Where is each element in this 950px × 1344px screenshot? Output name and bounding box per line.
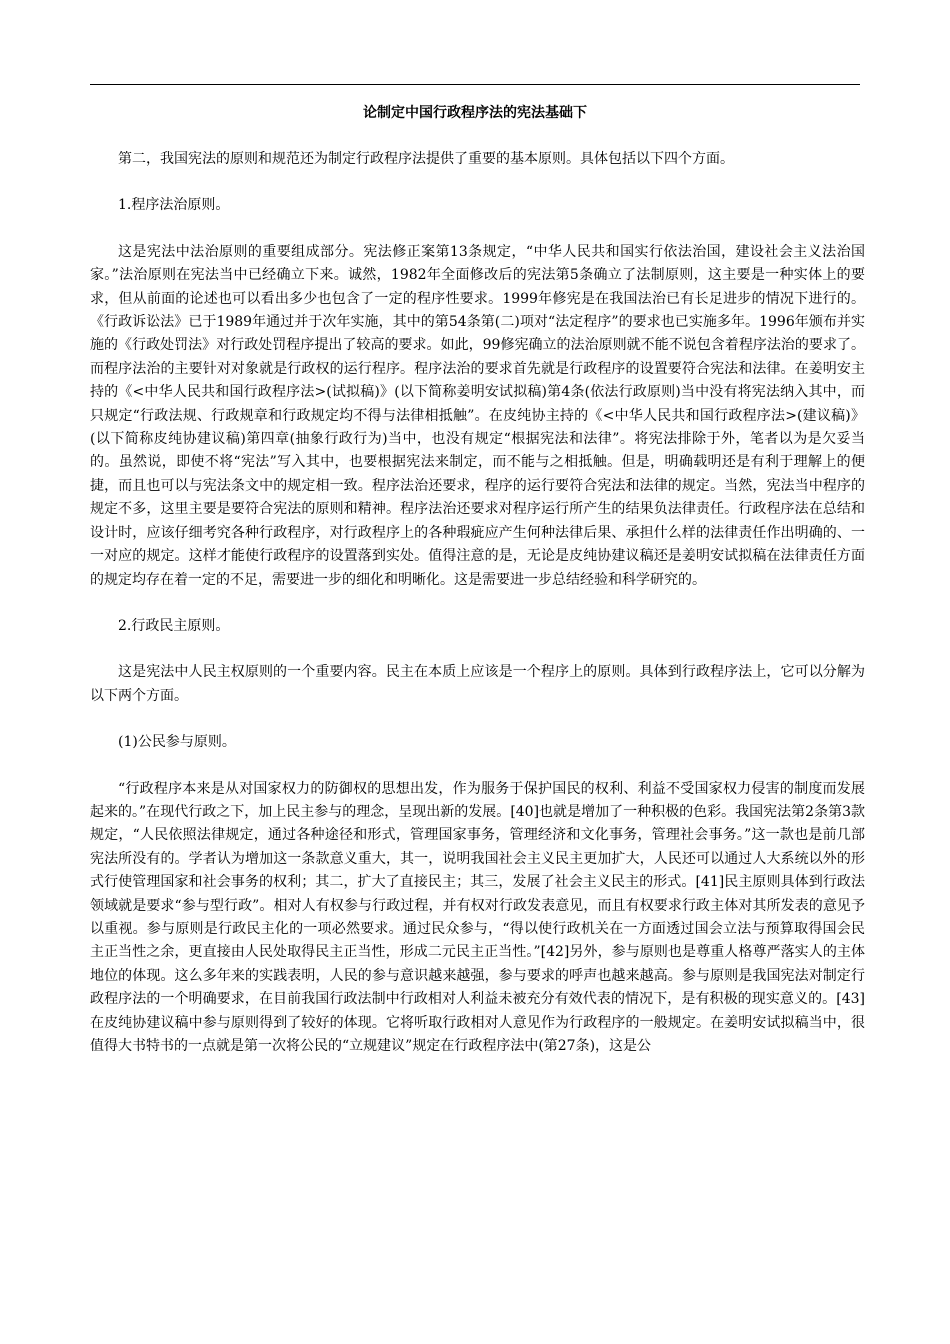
- section-heading-administrative-democracy: 2.行政民主原则。: [118, 617, 230, 634]
- document-body: [90, 148, 865, 1081]
- subsection-heading-citizen-participation: (1)公民参与原则。: [118, 734, 236, 751]
- paragraph-procedural-rule-of-law: 这是宪法中法治原则的重要组成部分。宪法修正案第13条规定，“中华人民共和国实行依法治国，建设社会主义法治国家。”法治原则在宪法当中已经确立下来。诚然，1982年全面修改后的宪法第5条确立了法制原则，这主要是一种实体上的要求，但从前面的论述也可以看出多少也包含了一定的程序性要求。1999年修宪是在我国法治已有长足进步的情况下进行的。《行政诉讼法》已于1989年通过并于次年实施，其中的第54条第(二)项对“法定程序”的要求也已实施多年。1996年颁布并实施的《行政处罚法》对行政处罚程序提出了较高的要求。如此，99修宪确立的法治原则就不能不说包含着程序法治的要求了。而程序法治的主要针对对象就是行政权的运行程序。程序法治的要求首先就是行政程序的设置要符合宪法和法律。在姜明安主持的《<中华人民共和国行政程序法>(试拟稿)》(以下简称姜明安试拟稿)第4条(依法行政原则)当中没有将宪法纳入其中，而只规定“行政法规、行政规章和行政规定均不得与法律相抵触”。在皮纯协主持的《<中华人民共和国行政程序法>(建议稿)》(以下简称皮纯协建议稿)第四章(抽象行政行为)当中，也没有规定“根据宪法和法律”。将宪法排除于外，笔者以为是欠妥当的。虽然说，即使不将“宪法”写入其中，也要根据宪法来制定，而不能与之相抵触。但是，明确载明还是有利于理解上的便捷，而且也可以与宪法条文中的规定相一致。程序法治还要求，程序的运行要符合宪法和法律的规定。当然，宪法当中程序的规定不多，这里主要是要符合宪法的原则和精神。程序法治还要求对程序运行所产生的结果负法律责任。行政程序法在总结和设计时，应该仔细考究各种行政程序，对行政程序上的各种瑕疵应产生何种法律后果、承担什么样的法律责任作出明确的、一一对应的规定。这样才能使行政程序的设置落到实处。值得注意的是，无论是皮纯协建议稿还是姜明安试拟稿在法律责任方面的规定均存在着一定的不足，需要进一步的细化和明晰化。这是需要进一步总结经验和科学研究的。: [90, 243, 865, 588]
- paragraph-intro: 第二，我国宪法的原则和规范还为制定行政程序法提供了重要的基本原则。具体包括以下四个方面。: [118, 151, 734, 167]
- section-heading-procedural-rule-of-law: 1.程序法治原则。: [118, 197, 230, 214]
- header-rule: [90, 84, 860, 85]
- paragraph-citizen-participation: “行政程序本来是从对国家权力的防御权的思想出发，作为服务于保护国民的权利、利益不受国家权力侵害的制度而发展起来的。”在现代行政之下，加上民主参与的理念，呈现出新的发展。[40]也就是增加了一种积极的色彩。我国宪法第2条第3款规定，“人民依照法律规定，通过各种途径和形式，管理国家事务，管理经济和文化事务，管理社会事务。”这一款也是前几部宪法所没有的。学者认为增加这一条款意义重大，其一，说明我国社会主义民主更加扩大，人民还可以通过人大系统以外的形式行使管理国家和社会事务的权利；其二，扩大了直接民主；其三，发展了社会主义民主的形式。[41]民主原则具体到行政法领域就是要求“参与型行政”。相对人有权参与行政过程，并有权对行政发表意见，而且有权要求行政主体对其所发表的意见予以重视。参与原则是行政民主化的一项必然要求。通过民众参与，“得以使行政机关在一方面透过国会立法与预算取得国会民主正当性之余，更直接由人民处取得民主正当性，形成二元民主正当性。”[42]另外，参与原则也是尊重人格尊严落实人的主体地位的体现。这么多年来的实践表明，人民的参与意识越来越强，参与要求的呼声也越来越高。参与原则是我国宪法对制定行政程序法的一个明确要求，在目前我国行政法制中行政相对人利益未被充分有效代表的情况下，是有积极的现实意义的。[43]在皮纯协建议稿中参与原则得到了较好的体现。它将听取行政相对人意见作为行政程序的一般规定。在姜明安试拟稿当中，很值得大书特书的一点就是第一次将公民的“立规建议”规定在行政程序法中(第27条)，这是公: [90, 780, 865, 1054]
- page-title: 论制定中国行政程序法的宪法基础下: [363, 105, 587, 121]
- paragraph-administrative-democracy: 这是宪法中人民主权原则的一个重要内容。民主在本质上应该是一个程序上的原则。具体到行政程序法上，它可以分解为以下两个方面。: [90, 664, 865, 704]
